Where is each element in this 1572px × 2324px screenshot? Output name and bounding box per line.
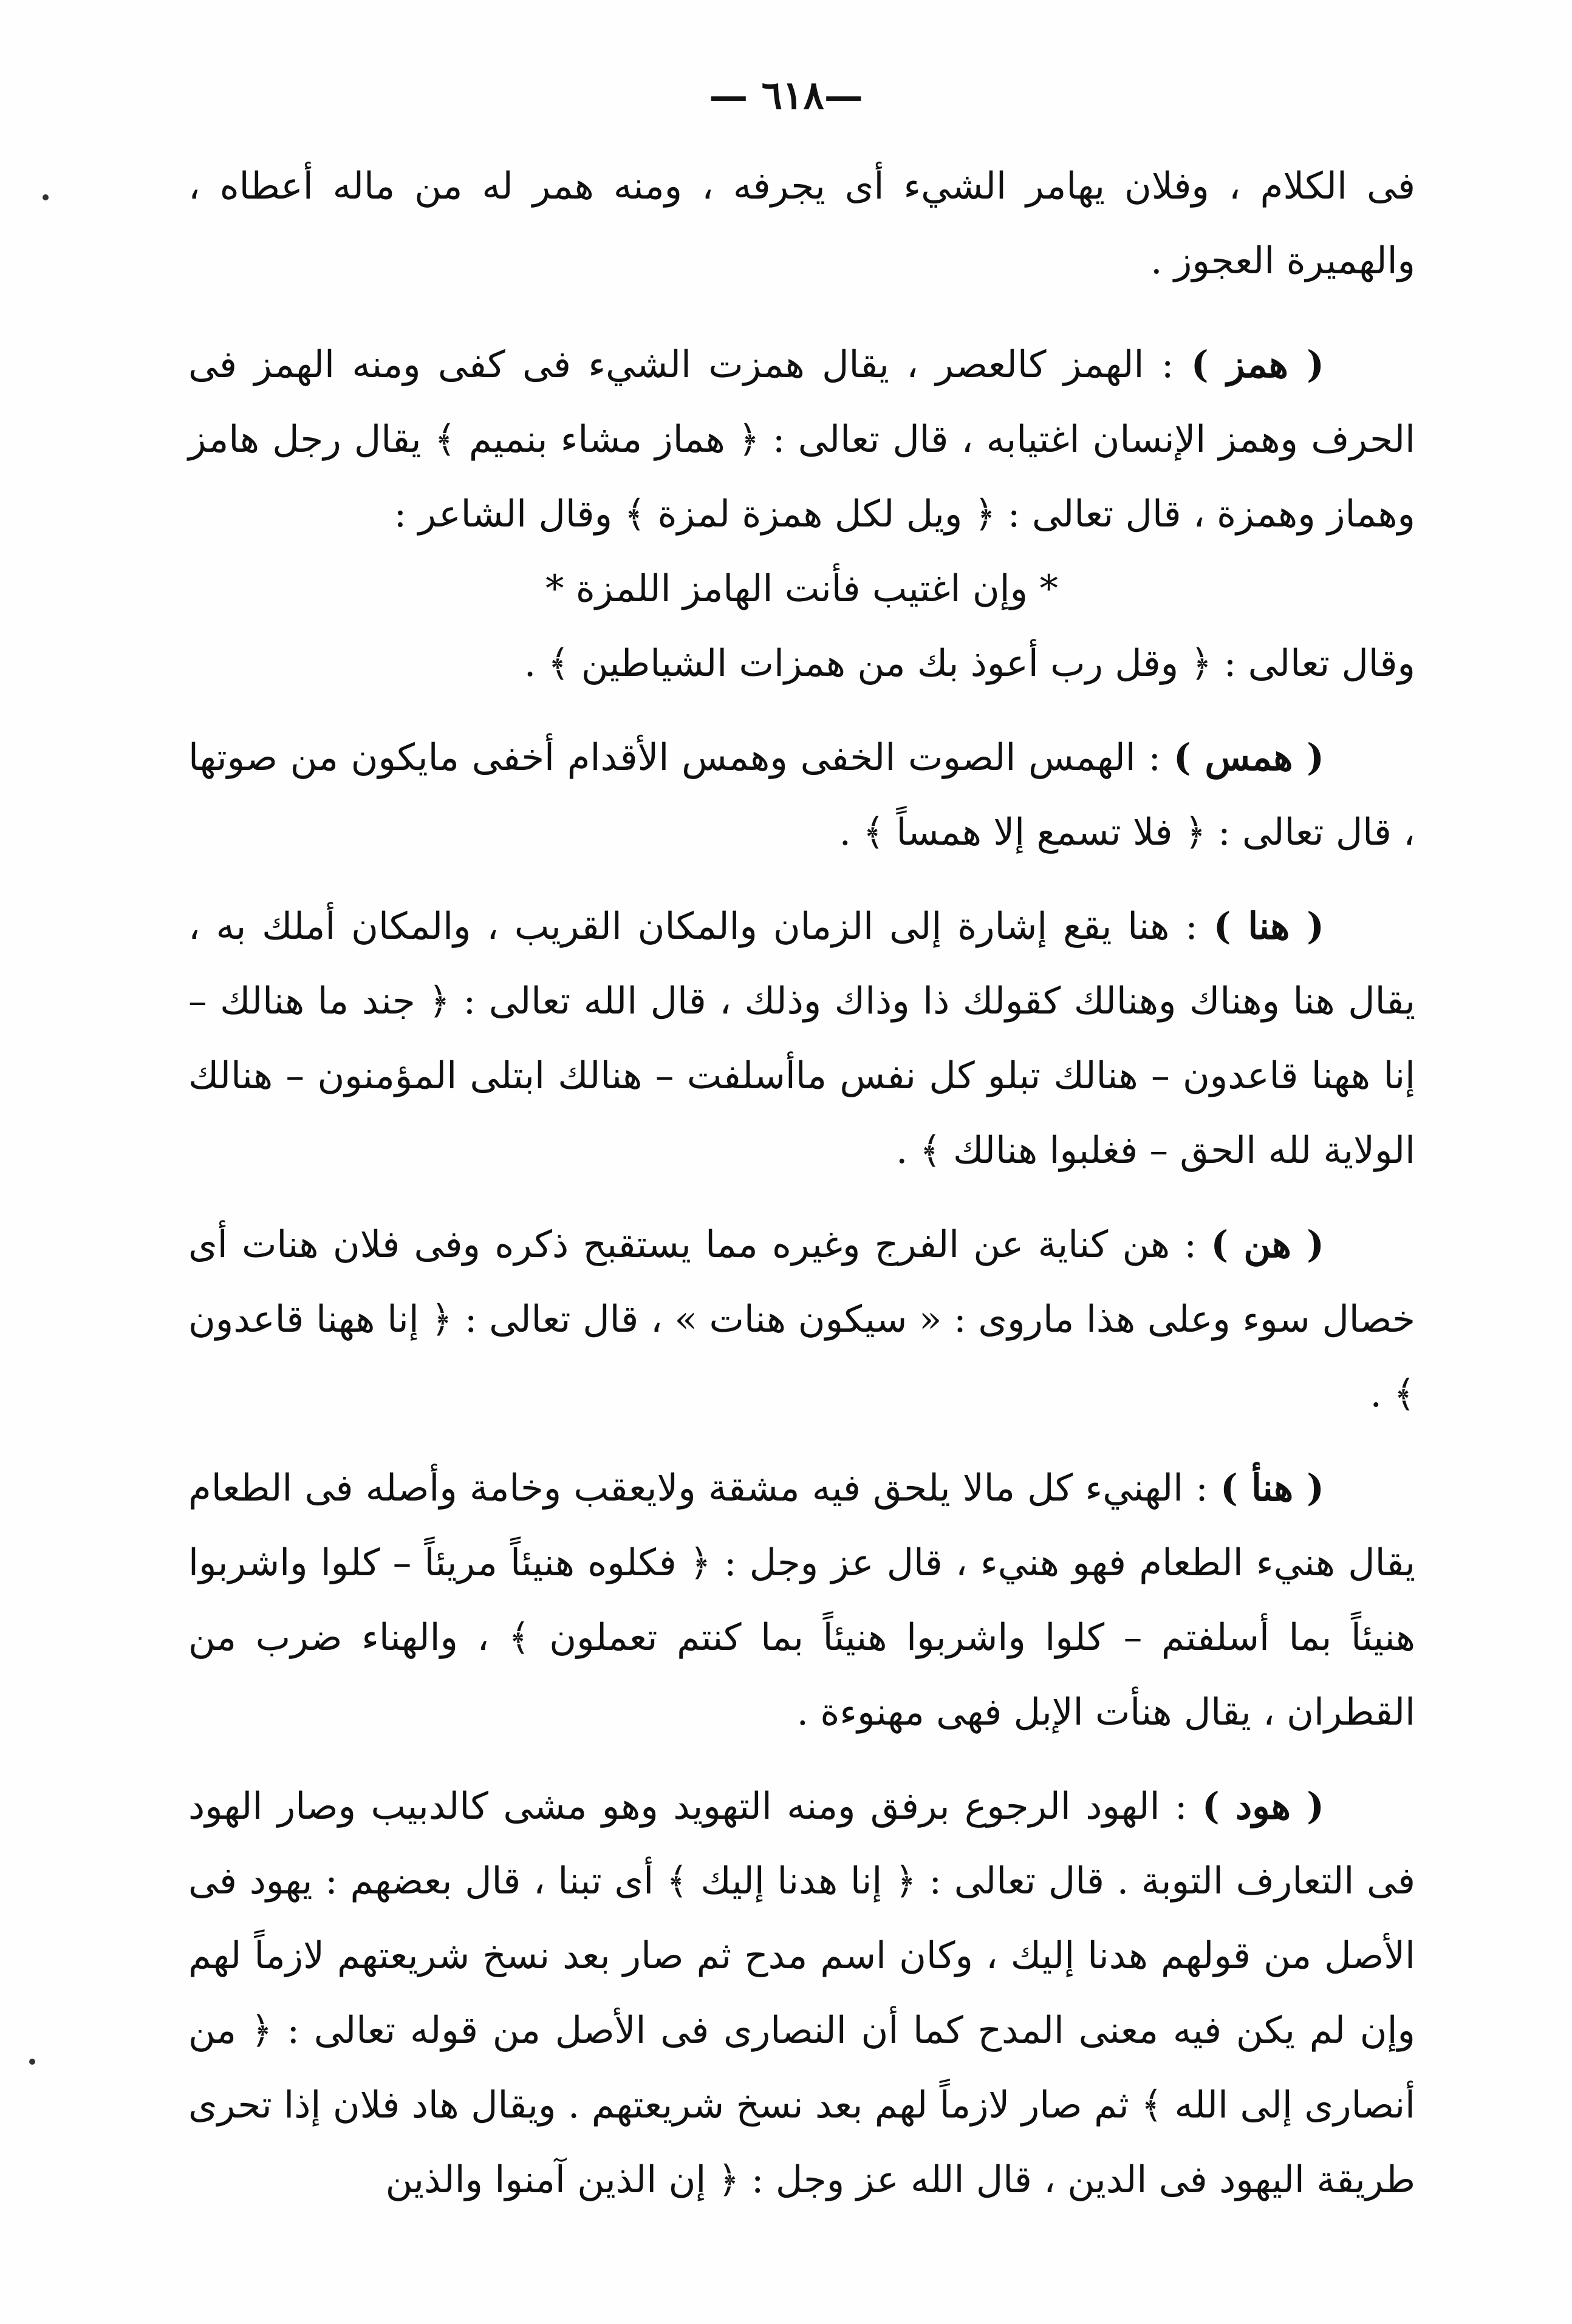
page-number: —٦١٨ — [709,73,863,118]
intro-paragraph [188,149,1415,298]
entry-heading: ( همس ) [1173,736,1324,779]
entry-paragraph [188,1769,1415,2217]
entry-hud [188,1769,1415,2217]
entry-hams [188,720,1415,870]
entry-text: : الهنيء كل مالا يلحق فيه مشقة ولايعقب وخامة وأصله فى الطعام يقال هنيء الطعام فهو هنيء ، قال عز وجل : ﴿ فكلوه هنيئاً مريئاً – كلوا واشربوا هنيئاً بما أسلفتم – كلوا واشربوا هنيئاً بما كنتم تعملون ﴾ ، والهناء ضرب من القطران ، يقال هنأت الإبل فهى مهنوءة . [188,1467,1415,1734]
entry-hamz [188,327,1415,701]
entry-paragraph [188,1207,1415,1431]
paragraph-text: فى الكلام ، وفلان يهامر الشيء أى يجرفه ، ومنه همر له من ماله أعطاه ، والهميرة العجوز . [188,165,1415,282]
entry-hun [188,1207,1415,1431]
entry-heading: ( هنأ ) [1220,1467,1325,1510]
entry-paragraph [188,1451,1415,1750]
entry-huna [188,889,1415,1188]
entry-heading: ( هود ) [1201,1785,1325,1828]
entry-paragraph [188,327,1415,551]
entry-text: : الهمز كالعصر ، يقال همزت الشيء فى كفى ومنه الهمز فى الحرف وهمز الإنسان اغتيابه ، قال تعالى : ﴿ هماز مشاء بنميم ﴾ يقال رجل هامز وهماز وهمزة ، قال تعالى : ﴿ ويل لكل همزة لمزة ﴾ وقال الشاعر : [188,343,1415,536]
entry-text: : الهمس الصوت الخفى وهمس الأقدام أخفى مايكون من صوتها ، قال تعالى : ﴿ فلا تسمع إلا همساً ﴾ . [188,736,1415,854]
entry-hana [188,1451,1415,1750]
entry-paragraph [188,889,1415,1188]
entry-continuation: وقال تعالى : ﴿ وقل رب أعوذ بك من همزات الشياطين ﴾ . [524,642,1415,685]
poetry-verse: * وإن اغتيب فأنت الهامز اللمزة * [545,567,1058,610]
entry-heading: ( هن ) [1211,1223,1324,1266]
entry-text: : هن كناية عن الفرج وغيره مما يستقبح ذكره وفى فلان هنات أى خصال سوء وعلى هذا ماروى : « سيكون هنات » ، قال تعالى : ﴿ إنا ههنا قاعدون ﴾ . [188,1223,1415,1416]
margin-dot-mark [43,194,49,200]
entry-paragraph [188,720,1415,870]
text-column [188,149,1415,2237]
entry-text: : الهود الرجوع برفق ومنه التهويد وهو مشى كالدبيب وصار الهود فى التعارف التوبة . قال تعالى : ﴿ إنا هدنا إليك ﴾ أى تبنا ، قال بعضهم : يهود فى الأصل من قولهم هدنا إليك ، وكان اسم مدح ثم صار بعد نسخ شريعتهم لازماً لهم وإن لم يكن فيه معنى المدح كما أن النصارى فى الأصل من قوله تعالى : ﴿ من أنصارى إلى الله ﴾ ثم صار لازماً لهم بعد نسخ شريعتهم . ويقال هاد فلان إذا تحرى طريقة اليهود فى الدين ، قال الله عز وجل : ﴿ إن الذين آمنوا والذين [188,1785,1415,2201]
entry-heading: ( همز ) [1191,343,1324,386]
entry-text: : هنا يقع إشارة إلى الزمان والمكان القريب ، والمكان أملك به ، يقال هنا وهناك وهنالك كقولك ذا وذاك وذلك ، قال الله تعالى : ﴿ جند ما هنالك – إنا ههنا قاعدون – هنالك تبلو كل نفس ماأسلفت – هنالك ابتلى المؤمنون – هنالك الولاية لله الحق – فغلبوا هنالك ﴾ . [188,905,1415,1172]
margin-dot-mark [29,2059,35,2065]
entry-heading: ( هنا ) [1213,905,1324,948]
